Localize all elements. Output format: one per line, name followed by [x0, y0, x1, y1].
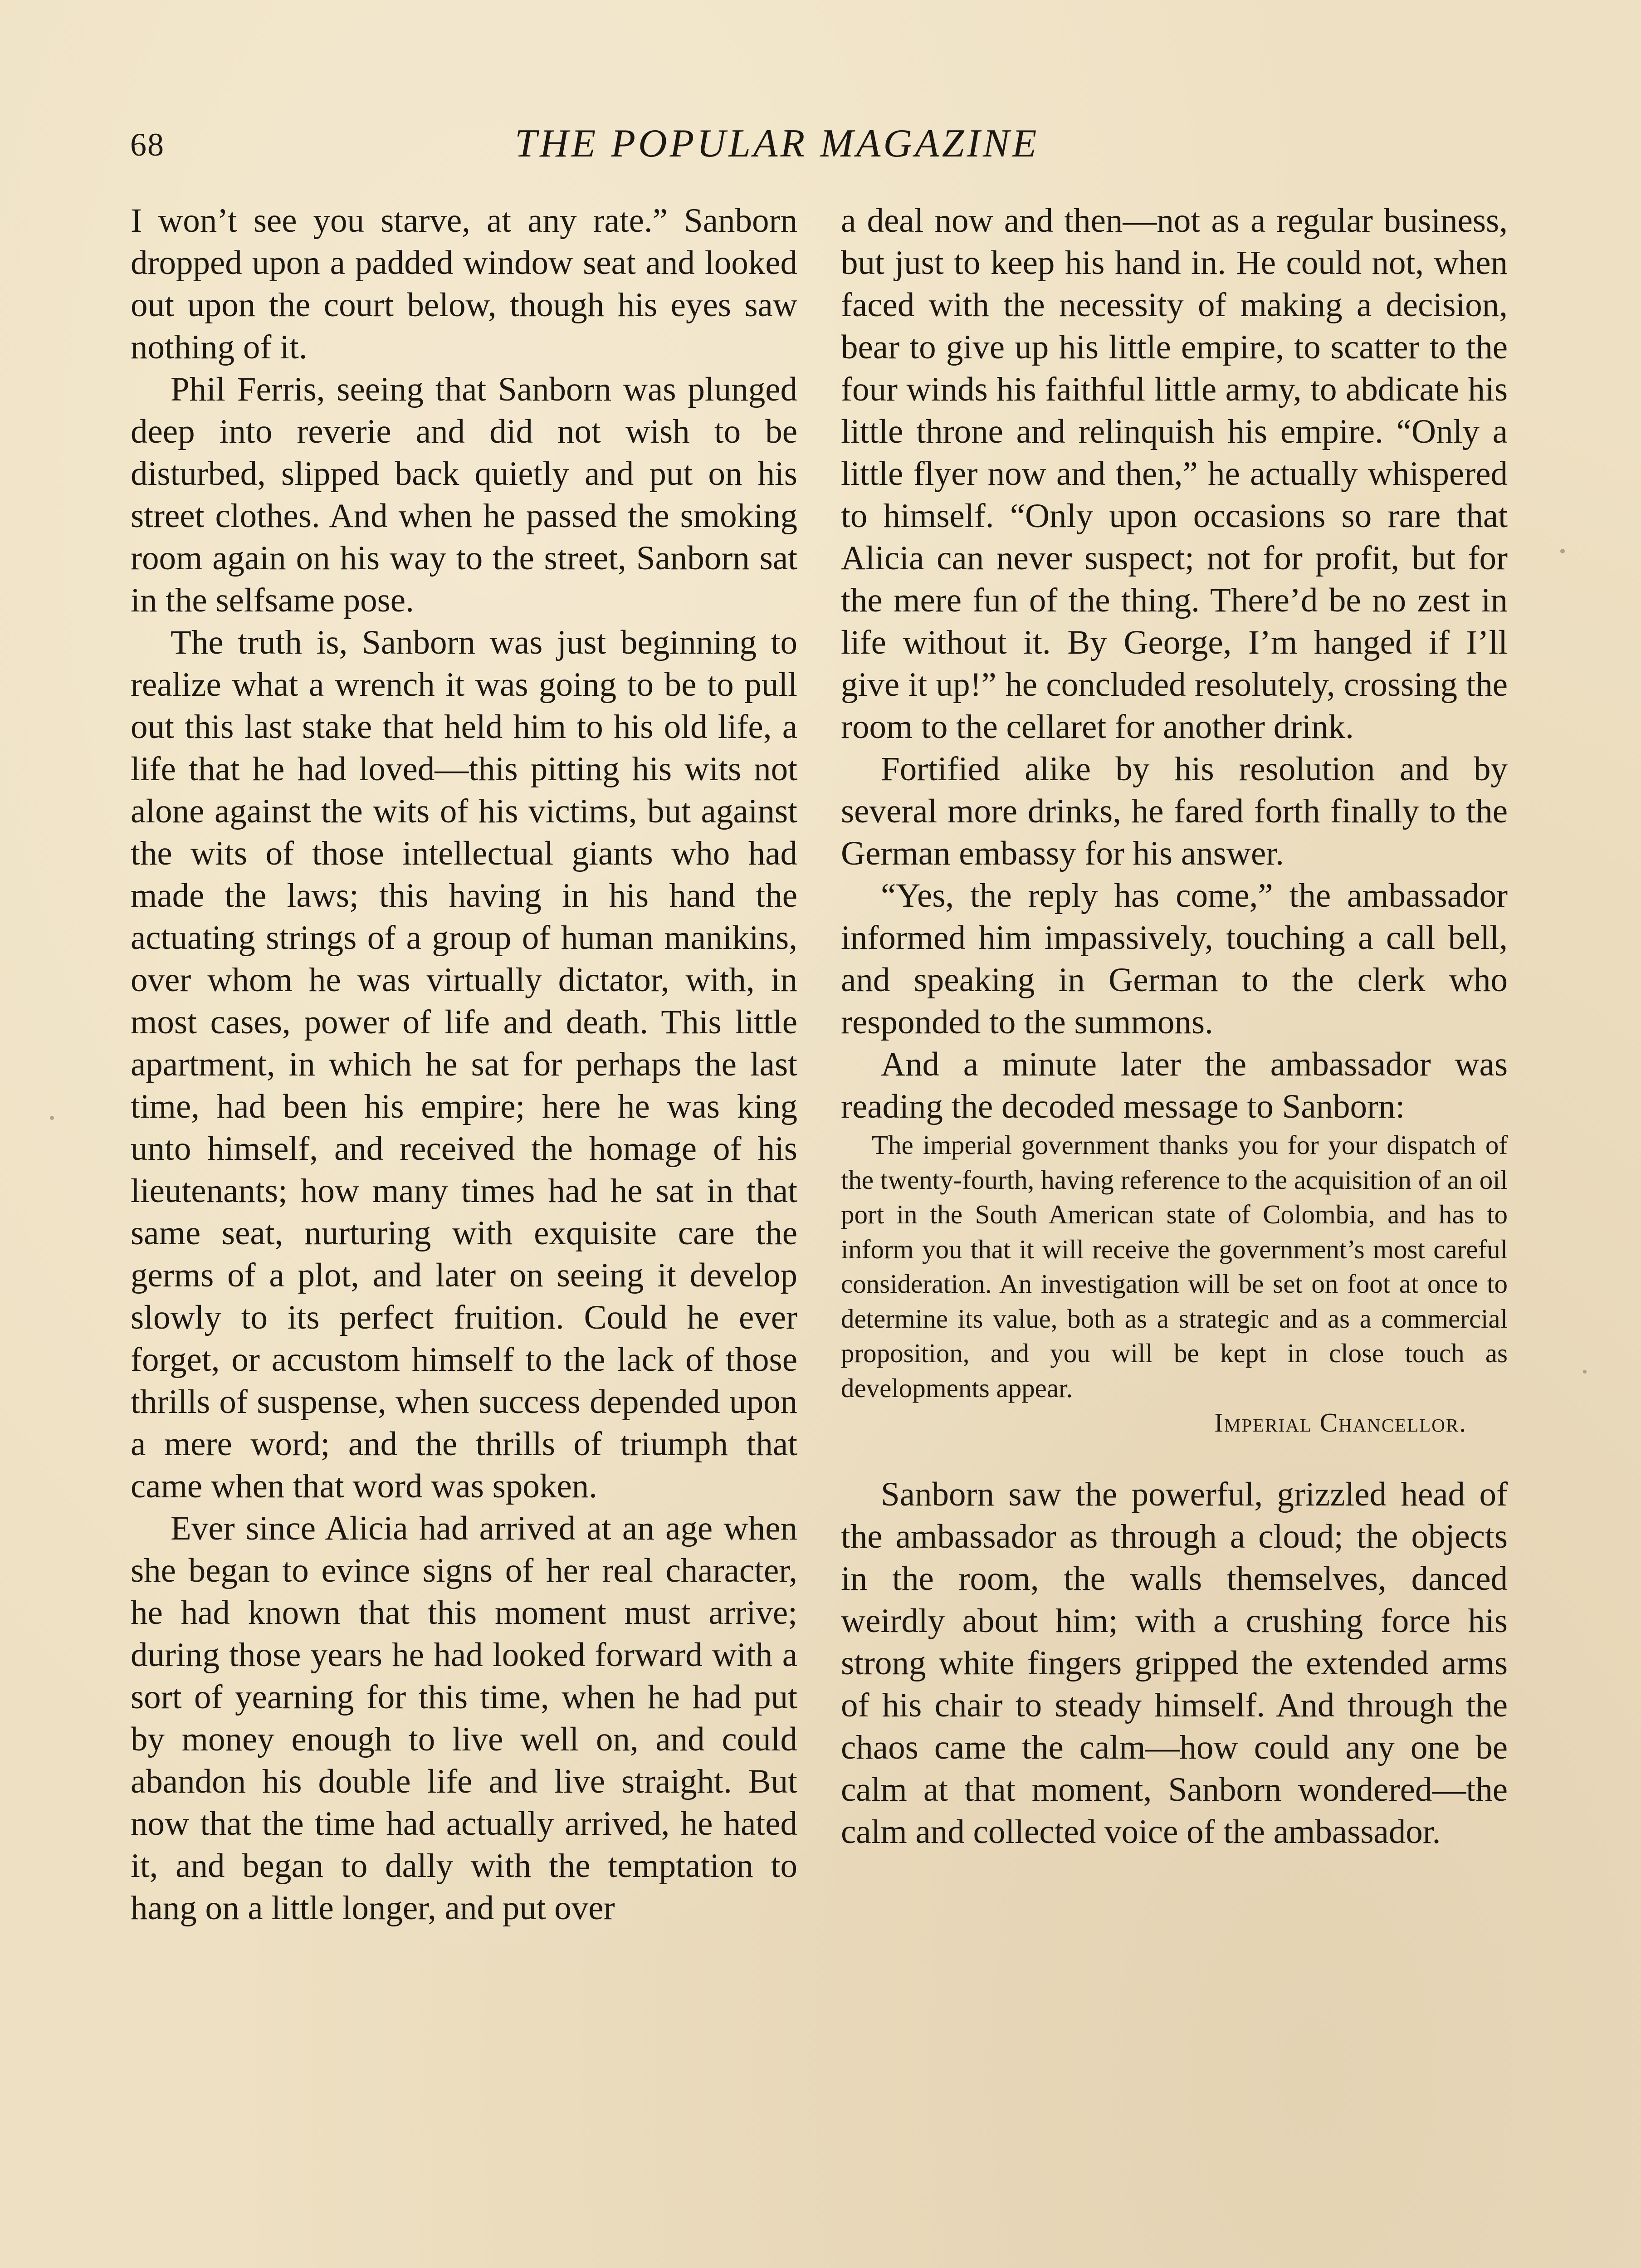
- left-column: [131, 200, 797, 1929]
- paragraph: a deal now and then—not as a regular business, but just to keep his hand in. He could not, when faced with the necessity of making a decision, bear to give up his little empire, to scatter to the four winds his faithful little army, to abdicate his little throne and relinquish his empire. “Only a little flyer now and then,” he actually whispered to himself. “Only upon occasions so rare that Alicia can never suspect; not for profit, but for the mere fun of the thing. There’d be no zest in life without it. By George, I’m hanged if I’ll give it up!” he concluded resolutely, crossing the room to the cellaret for another drink.: [841, 202, 1508, 746]
- paper-speck: [50, 1116, 54, 1120]
- paragraph: Fortified alike by his resolution and by several more drinks, he fared forth finally to the German embassy for his answer.: [841, 750, 1508, 872]
- page-number: 68: [130, 127, 165, 163]
- paragraph: The truth is, Sanborn was just beginning to realize what a wrench it was going to be to pull out this last stake that held him to his old life, a life that he had loved—this pitting his wits not alone against the wits of his victims, but against the wits of those intellectual giants who had made the laws; this having in his hand the actuating strings of a group of human manikins, over whom he was virtually dictator, with, in most cases, power of life and death. This little apartment, in which he sat for perhaps the last time, had been his empire; here he was king unto himself, and received the homage of his lieutenants; how many times had he sat in that same seat, nurturing with exquisite care the germs of a plot, and later on seeing it develop slowly to its perfect fruition. Could he ever forget, or accustom himself to the lack of those thrills of suspense, when success depended upon a mere word; and the thrills of triumph that came when that word was spoken.: [131, 624, 797, 1505]
- paper-speck: [1560, 549, 1565, 553]
- dispatch-signature: Imperial Chancellor.: [1214, 1408, 1467, 1437]
- running-title: THE POPULAR MAGAZINE: [515, 122, 1040, 166]
- paragraph: Sanborn saw the powerful, grizzled head of the ambassador as through a cloud; the objects in the room, the walls themselves, danced weirdly about him; with a crushing force his strong white fingers gripped the extended arms of his chair to steady himself. And through the chaos came the calm—how could any one be calm at that moment, Sanborn wondered—the calm and collected voice of the ambassador.: [841, 1476, 1508, 1851]
- paragraph: Phil Ferris, seeing that Sanborn was plunged deep into reverie and did not wish to be disturbed, slipped back quietly and put on his street clothes. And when he passed the smoking room again on his way to the street, Sanborn sat in the selfsame pose.: [131, 371, 797, 619]
- quoted-dispatch: The imperial government thanks you for your dispatch of the twenty-fourth, having reference to the acquisition of an oil port in the South American state of Colombia, and has to inform you that it will receive the government’s most careful consideration. An investigation will be set on foot at once to determine its value, both as a strategic and as a commercial proposition, and you will be kept in close touch as developments appear.: [841, 1130, 1508, 1403]
- right-column: [841, 200, 1508, 1853]
- paragraph: And a minute later the ambassador was reading the decoded message to Sanborn:: [841, 1046, 1508, 1125]
- paragraph: “Yes, the reply has come,” the ambassador informed him impassively, touching a call bell, and speaking in German to the clerk who responded to the summons.: [841, 877, 1508, 1041]
- paragraph: I won’t see you starve, at any rate.” Sanborn dropped upon a padded window seat and looked out upon the court below, though his eyes saw nothing of it.: [131, 202, 797, 366]
- paper-speck: [1583, 1370, 1587, 1374]
- paragraph: Ever since Alicia had arrived at an age when she began to evince signs of her real character, he had known that this moment must arrive; during those years he had looked forward with a sort of yearning for this time, when he had put by money enough to live well on, and could abandon his double life and live straight. But now that the time had actually arrived, he hated it, and began to dally with the temptation to hang on a little longer, and put over: [131, 1510, 797, 1927]
